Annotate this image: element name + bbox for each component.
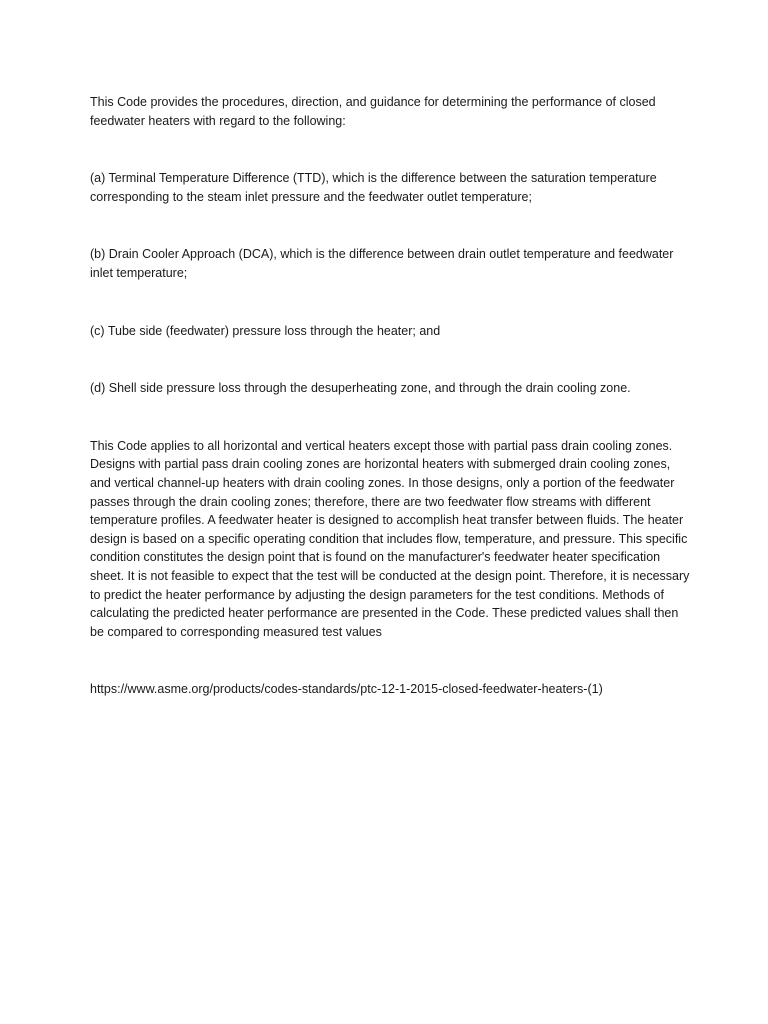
list-item-tube-side: (c) Tube side (feedwater) pressure loss through the heater; and xyxy=(90,323,441,338)
list-item-shell-side: (d) Shell side pressure loss through the desuperheating zone, and through the drain cooling zone. xyxy=(90,381,631,396)
list-item-dca: (b) Drain Cooler Approach (DCA), which is the difference between drain outlet temperature and feedwater inlet temperature; xyxy=(90,247,674,280)
list-item-ttd: (a) Terminal Temperature Difference (TTD), which is the difference between the saturation temperature corresponding to the steam inlet pressure and the feedwater outlet temperature; xyxy=(90,171,657,204)
source-link-paragraph xyxy=(90,680,690,699)
intro-paragraph: This Code provides the procedures, direction, and guidance for determining the performance of closed feedwater heaters with regard to the following: xyxy=(90,95,656,128)
source-link[interactable]: https://www.asme.org/products/codes-standards/ptc-12-1-2015-closed-feedwater-heaters-(1) xyxy=(90,682,603,697)
body-paragraph: This Code applies to all horizontal and vertical heaters except those with partial pass drain cooling zones. Designs with partial pass drain cooling zones are horizontal heaters with submerged drain cooling zones, and vertical channel-up heaters with drain cooling zones. In those designs, only a portion of the feedwater passes through the drain cooling zones; therefore, there are two feedwater flow streams with different temperature profiles. A feedwater heater is designed to accomplish heat transfer between fluids. The heater design is based on a specific operating condition that includes flow, temperature, and pressure. This specific condition constitutes the design point that is found on the manufacturer's feedwater heater specification sheet. It is not feasible to expect that the test will be conducted at the design point. Therefore, it is necessary to predict the heater performance by adjusting the design parameters for the test conditions. Methods of calculating the predicted heater performance are presented in the Code. These predicted values shall then be compared to corresponding measured test values xyxy=(90,438,690,639)
document-body xyxy=(90,93,690,699)
